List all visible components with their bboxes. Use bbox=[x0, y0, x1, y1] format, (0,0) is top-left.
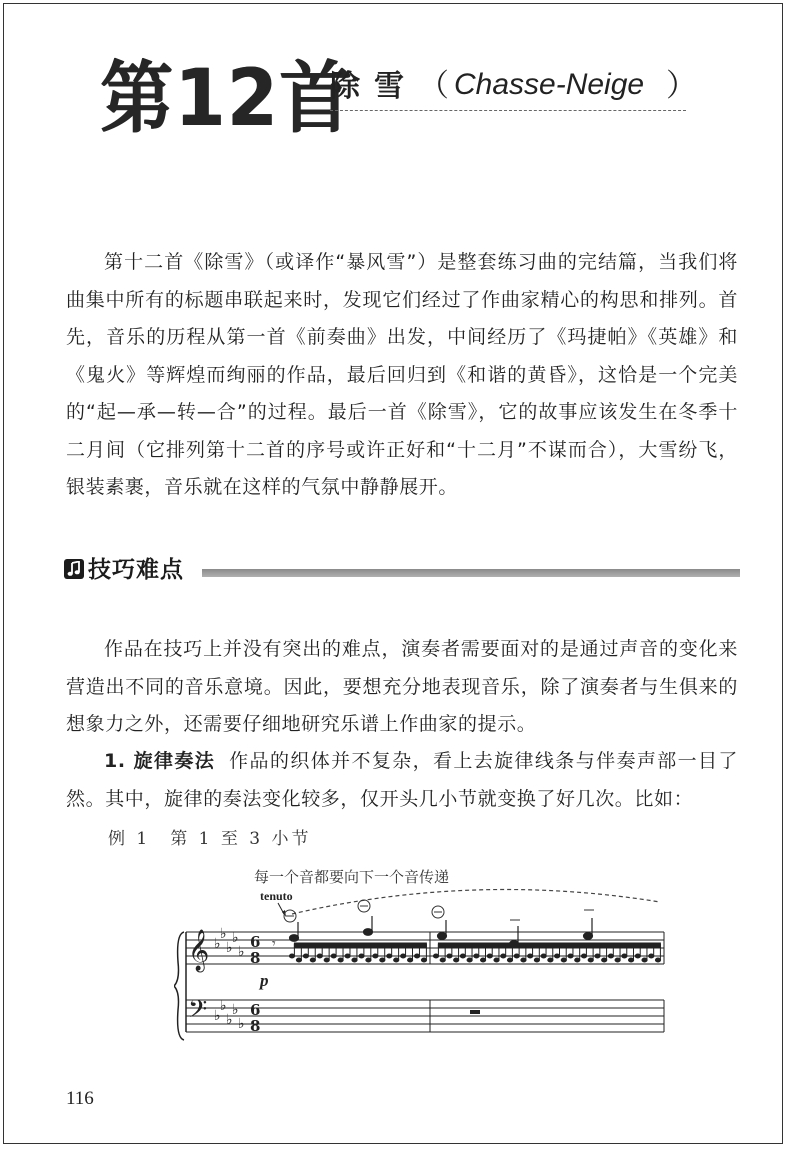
title-paren-open: （ bbox=[418, 68, 449, 103]
example-caption bbox=[108, 824, 311, 849]
sixteenth-notehead bbox=[289, 954, 294, 958]
melody-heading: 1. 旋律奏法 bbox=[104, 750, 216, 772]
sixteenth-notehead bbox=[649, 954, 654, 958]
sixteenth-beam bbox=[438, 946, 660, 948]
treble-time-top: 6 bbox=[250, 933, 261, 951]
sixteenth-notehead bbox=[541, 954, 546, 958]
eighth-rest: 𝄾 bbox=[272, 936, 276, 952]
score-annotation: 每一个音都要向下一个音传递 bbox=[254, 868, 450, 886]
section-title: 技巧难点 bbox=[88, 557, 184, 583]
tenuto-marks bbox=[284, 900, 594, 922]
sixteenth-notehead bbox=[421, 958, 426, 962]
sixteenth-notehead bbox=[387, 954, 392, 958]
sixteenth-notehead bbox=[608, 954, 613, 958]
phrase-slur bbox=[292, 890, 660, 915]
sixteenth-notehead bbox=[514, 954, 519, 958]
bass-time-bottom: 8 bbox=[250, 1017, 261, 1035]
sixteenth-notehead bbox=[628, 958, 633, 962]
sixteenth-notehead bbox=[440, 958, 445, 962]
page-number: 116 bbox=[66, 1088, 94, 1109]
sixteenth-notehead bbox=[433, 954, 438, 958]
accompaniment-sixteenths bbox=[289, 943, 660, 962]
bass-key-signature bbox=[214, 998, 245, 1032]
title-paren-close: ） bbox=[666, 68, 697, 103]
sixteenth-notehead bbox=[366, 958, 371, 962]
sixteenth-notehead bbox=[575, 958, 580, 962]
sixteenth-notehead bbox=[447, 954, 452, 958]
sixteenth-notehead bbox=[338, 958, 343, 962]
svg-text:♭: ♭ bbox=[220, 998, 227, 1014]
sixteenth-notehead bbox=[494, 958, 499, 962]
sixteenth-notehead bbox=[296, 958, 301, 962]
svg-text:♭: ♭ bbox=[238, 1016, 245, 1032]
music-score-excerpt bbox=[174, 862, 684, 1042]
section-header bbox=[64, 556, 740, 586]
svg-text:♭: ♭ bbox=[238, 944, 245, 960]
sixteenth-beam bbox=[294, 943, 426, 945]
sixteenth-notehead bbox=[380, 958, 385, 962]
sixteenth-notehead bbox=[480, 958, 485, 962]
sixteenth-notehead bbox=[622, 954, 627, 958]
title-english: Chasse-Neige bbox=[454, 68, 645, 101]
sixteenth-notehead bbox=[561, 958, 566, 962]
example-label: 例 1 bbox=[108, 829, 151, 849]
grand-staff-brace bbox=[174, 932, 184, 1040]
sixteenth-notehead bbox=[414, 954, 419, 958]
treble-key-signature bbox=[214, 926, 245, 960]
sixteenth-notehead bbox=[588, 958, 593, 962]
sixteenth-notehead bbox=[317, 954, 322, 958]
sixteenth-notehead bbox=[373, 954, 378, 958]
sixteenth-notehead bbox=[655, 958, 660, 962]
tenuto-label: tenuto bbox=[260, 889, 293, 903]
svg-text:♭: ♭ bbox=[232, 930, 239, 946]
melody-text: 作品的织体并不复杂，看上去旋律线条与伴奏声部一目了然。其中，旋律的奏法变化较多，仅开头几小节就变换了好几次。比如： bbox=[66, 750, 738, 810]
technique-paragraph: 作品在技巧上并没有突出的难点，演奏者需要面对的是通过声音的变化来营造出不同的音乐意境。因此，要想充分地表现音乐，除了演奏者与生俱来的想象力之外，还需要仔细地研究乐谱上作曲家的提示。 bbox=[66, 638, 738, 735]
sixteenth-notehead bbox=[642, 958, 647, 962]
sixteenth-notehead bbox=[454, 958, 459, 962]
svg-text:♭: ♭ bbox=[226, 1012, 233, 1028]
sixteenth-notehead bbox=[352, 958, 357, 962]
whole-rest bbox=[470, 1010, 480, 1014]
example-range: 第 1 至 3 小节 bbox=[170, 829, 312, 849]
sixteenth-notehead bbox=[635, 954, 640, 958]
sixteenth-notehead bbox=[507, 958, 512, 962]
title-chinese: 除雪 bbox=[330, 69, 418, 104]
sixteenth-notehead bbox=[401, 954, 406, 958]
sixteenth-beam bbox=[294, 946, 426, 948]
bass-time-top: 6 bbox=[250, 1001, 261, 1019]
sixteenth-notehead bbox=[595, 954, 600, 958]
sixteenth-beam bbox=[438, 943, 660, 945]
sixteenth-notehead bbox=[303, 954, 308, 958]
sixteenth-notehead bbox=[615, 958, 620, 962]
intro-paragraph: 第十二首《除雪》（或译作“暴风雪”）是整套练习曲的完结篇，当我们将曲集中所有的标题串联起来时，发现它们经过了作曲家精心的构思和排列。首先，音乐的历程从第一首《前奏曲》出发，中间经历了《玛捷帕》《英雄》和《鬼火》等辉煌而绚丽的作品，最后回归到《和谐的黄昏》，这恰是一个完美的“起—承—转—合”的过程。最后一首《除雪》，它的故事应该发生在冬季十二月间（它排列第十二首的序号或许正好和“十二月”不谋而合），大雪纷飞，银装素裹，音乐就在这样的气氛中静静展开。 bbox=[66, 251, 738, 498]
sixteenth-notehead bbox=[331, 954, 336, 958]
melody-paragraph bbox=[66, 743, 738, 818]
sixteenth-notehead bbox=[554, 954, 559, 958]
svg-text:♭: ♭ bbox=[226, 940, 233, 956]
sixteenth-notehead bbox=[345, 954, 350, 958]
sixteenth-notehead bbox=[310, 958, 315, 962]
sixteenth-notehead bbox=[581, 954, 586, 958]
sixteenth-notehead bbox=[528, 954, 533, 958]
sixteenth-notehead bbox=[534, 958, 539, 962]
sixteenth-notehead bbox=[359, 954, 364, 958]
treble-time-bottom: 8 bbox=[250, 949, 261, 967]
sixteenth-notehead bbox=[487, 954, 492, 958]
sixteenth-notehead bbox=[408, 958, 413, 962]
bass-clef: 𝄢 bbox=[188, 995, 208, 1030]
sixteenth-notehead bbox=[394, 958, 399, 962]
section-rule bbox=[202, 569, 740, 577]
sixteenth-notehead bbox=[501, 954, 506, 958]
music-note-icon bbox=[64, 559, 84, 579]
sixteenth-notehead bbox=[568, 954, 573, 958]
treble-clef: 𝄞 bbox=[188, 930, 210, 971]
title-underline bbox=[330, 110, 686, 111]
svg-text:♭: ♭ bbox=[220, 926, 227, 942]
dynamic-marking: p bbox=[260, 971, 269, 990]
svg-text:♭: ♭ bbox=[232, 1002, 239, 1018]
chapter-number: 第12首 bbox=[100, 54, 354, 144]
sixteenth-notehead bbox=[467, 958, 472, 962]
book-page bbox=[3, 3, 783, 1144]
sixteenth-notehead bbox=[548, 958, 553, 962]
sixteenth-notehead bbox=[324, 958, 329, 962]
sixteenth-notehead bbox=[460, 954, 465, 958]
svg-text:♭: ♭ bbox=[214, 936, 221, 952]
sixteenth-notehead bbox=[474, 954, 479, 958]
sixteenth-notehead bbox=[521, 958, 526, 962]
svg-text:♭: ♭ bbox=[214, 1008, 221, 1024]
sixteenth-notehead bbox=[602, 958, 607, 962]
